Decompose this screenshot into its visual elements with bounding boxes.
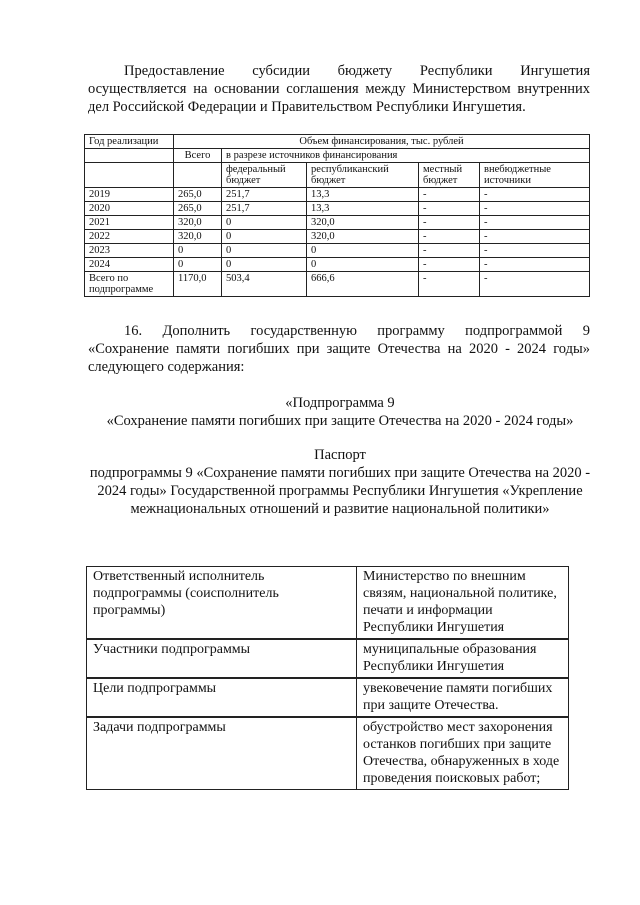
cell-total: 1170,0 (174, 272, 222, 297)
passport-heading (80, 446, 600, 518)
cell-extra: - (480, 202, 590, 216)
cell-total: 265,0 (174, 202, 222, 216)
passport-label: Участники подпрограммы (87, 639, 357, 678)
table-row (87, 678, 569, 717)
cell-extra: - (480, 258, 590, 272)
cell-federal: 0 (222, 216, 307, 230)
cell-republic: 666,6 (307, 272, 419, 297)
cell-extra: - (480, 244, 590, 258)
cell-local: - (419, 230, 480, 244)
table-row (85, 216, 590, 230)
passport-value: Министерство по внешним связям, национальной политике, печати и информации Республики Ингушетия (357, 567, 569, 640)
table-row (87, 717, 569, 790)
header-extra: внебюджетные источники (480, 163, 590, 188)
cell-federal: 0 (222, 230, 307, 244)
header-republic: республиканский бюджет (307, 163, 419, 188)
cell-federal: 0 (222, 258, 307, 272)
cell-federal: 251,7 (222, 202, 307, 216)
table-row (85, 258, 590, 272)
table-row (85, 244, 590, 258)
cell-total: 0 (174, 244, 222, 258)
cell-federal: 251,7 (222, 188, 307, 202)
passport-value: муниципальные образования Республики Ингушетия (357, 639, 569, 678)
cell-republic: 0 (307, 244, 419, 258)
cell-republic: 13,3 (307, 188, 419, 202)
table-row (87, 639, 569, 678)
cell-total: 320,0 (174, 230, 222, 244)
header-year: Год реализации (85, 135, 174, 149)
passport-label: Ответственный исполнитель подпрограммы (соисполнитель программы) (87, 567, 357, 640)
cell-local: - (419, 258, 480, 272)
cell-total: 265,0 (174, 188, 222, 202)
passport-table (86, 566, 569, 790)
header-total: Всего (174, 149, 222, 163)
cell-local: - (419, 202, 480, 216)
subprogram-heading (80, 394, 600, 430)
cell-year: 2023 (85, 244, 174, 258)
financing-header-row-3 (85, 163, 590, 188)
passport-value: увековечение памяти погибших при защите Отечества. (357, 678, 569, 717)
cell-republic: 13,3 (307, 202, 419, 216)
cell-extra: - (480, 230, 590, 244)
header-empty (174, 163, 222, 188)
table-row (87, 567, 569, 640)
cell-local: - (419, 272, 480, 297)
financing-header-row-1 (85, 135, 590, 149)
header-federal: федеральный бюджет (222, 163, 307, 188)
table-row (85, 230, 590, 244)
item-16-paragraph: 16. Дополнить государственную программу подпрограммой 9 «Сохранение памяти погибших при защите Отечества на 2020 - 2024 годы» следующего содержания: (88, 323, 590, 375)
financing-table (84, 134, 590, 297)
header-local: местный бюджет (419, 163, 480, 188)
table-sum-row (85, 272, 590, 297)
cell-local: - (419, 216, 480, 230)
cell-local: - (419, 244, 480, 258)
cell-year: 2019 (85, 188, 174, 202)
cell-republic: 320,0 (307, 216, 419, 230)
cell-total: 0 (174, 258, 222, 272)
cell-extra: - (480, 216, 590, 230)
cell-extra: - (480, 188, 590, 202)
table-row (85, 202, 590, 216)
cell-year: 2020 (85, 202, 174, 216)
cell-local: - (419, 188, 480, 202)
header-sources: в разрезе источников финансирования (222, 149, 590, 163)
financing-header-row-2 (85, 149, 590, 163)
cell-republic: 320,0 (307, 230, 419, 244)
header-empty (85, 163, 174, 188)
header-volume: Объем финансирования, тыс. рублей (174, 135, 590, 149)
passport-value: обустройство мест захоронения останков погибших при защите Отечества, обнаруженных в ходе проведения поисковых работ; (357, 717, 569, 790)
passport-label: Задачи подпрограммы (87, 717, 357, 790)
cell-total: 320,0 (174, 216, 222, 230)
subprogram-name: «Сохранение памяти погибших при защите Отечества на 2020 - 2024 годы» (106, 413, 574, 429)
header-empty (85, 149, 174, 163)
cell-year: 2022 (85, 230, 174, 244)
intro-paragraph: Предоставление субсидии бюджету Республики Ингушетия осуществляется на основании соглашения между Министерством внутренних дел Российской Федерации и Правительством Республики Ингушетия. (88, 63, 590, 115)
cell-republic: 0 (307, 258, 419, 272)
passport-subtitle: подпрограммы 9 «Сохранение памяти погибших при защите Отечества на 2020 - 2024 годы» Государственной программы Республики Ингушетия «Укрепление межнациональных отношений и развитие национальной политики» (89, 465, 591, 517)
cell-extra: - (480, 272, 590, 297)
cell-federal: 503,4 (222, 272, 307, 297)
cell-year: Всего по подпрограмме (85, 272, 174, 297)
cell-year: 2024 (85, 258, 174, 272)
passport-label: Цели подпрограммы (87, 678, 357, 717)
subprogram-number: «Подпрограмма 9 (285, 395, 395, 411)
cell-federal: 0 (222, 244, 307, 258)
passport-title: Паспорт (314, 447, 366, 463)
table-row (85, 188, 590, 202)
cell-year: 2021 (85, 216, 174, 230)
